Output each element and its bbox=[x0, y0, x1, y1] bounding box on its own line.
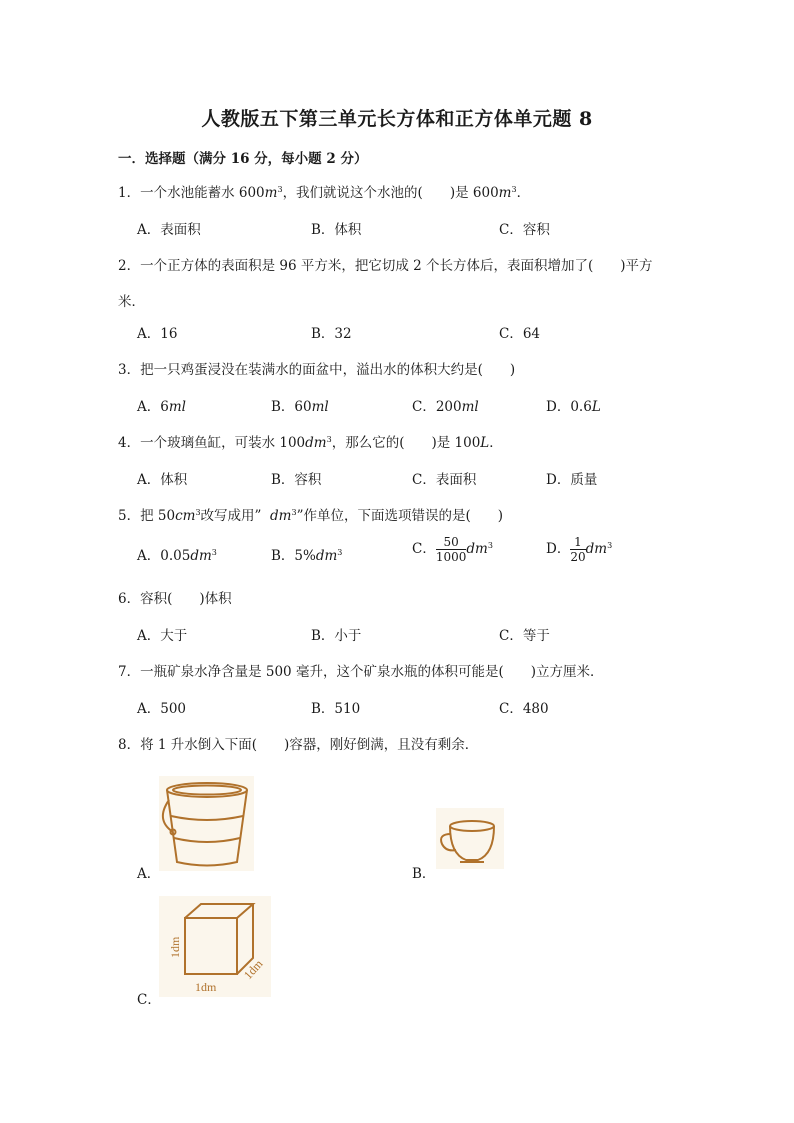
q7-option-c[interactable]: C．480 bbox=[499, 701, 549, 717]
q7-option-a[interactable]: A．500 bbox=[137, 701, 187, 717]
cube-label-depth: 1dm bbox=[240, 956, 266, 983]
q8-option-b[interactable]: B． bbox=[412, 866, 436, 882]
fraction: $\frac{50}{1000}$ bbox=[435, 535, 467, 564]
question-1: 1．一个水池能蓄水 $600m^3$，我们就说这个水池的( )是 $600m^3$． bbox=[118, 185, 531, 201]
q3-option-c[interactable]: C．200ml bbox=[412, 399, 479, 415]
page-title: 人教版五下第三单元长方体和正方体单元题 8 bbox=[201, 108, 593, 130]
cup-icon[interactable] bbox=[436, 808, 504, 869]
q4-option-a[interactable]: A．体积 bbox=[137, 472, 188, 488]
question-8: 8．将 1 升水倒入下面( )容器，刚好倒满，且没有剩余． bbox=[118, 737, 479, 753]
bucket-icon[interactable] bbox=[159, 776, 254, 871]
question-2-line2: 米． bbox=[118, 294, 145, 310]
q5-option-b[interactable]: B．$5\%dm^3$ bbox=[271, 548, 343, 564]
cube-label-height: 1dm bbox=[168, 936, 182, 958]
q5-option-c[interactable]: C． $\frac{50}{1000}$ $dm^3$ bbox=[412, 535, 493, 564]
question-4: 4．一个玻璃鱼缸，可装水 $100dm^3$，那么它的( )是 100L． bbox=[118, 435, 503, 451]
cube-icon[interactable] bbox=[159, 896, 271, 997]
cube-label-width: 1dm bbox=[195, 980, 217, 994]
question-5: 5．把 $50cm^3$改写成用” $dm^3$”作单位，下面选项错误的是( ) bbox=[118, 508, 504, 524]
q2-option-a[interactable]: A．16 bbox=[137, 326, 178, 342]
q8-option-c[interactable]: C． bbox=[137, 992, 161, 1008]
q1-option-c[interactable]: C．容积 bbox=[499, 222, 550, 238]
q8-option-a[interactable]: A． bbox=[137, 866, 161, 882]
q6-option-b[interactable]: B．小于 bbox=[311, 628, 362, 644]
question-2-line1: 2．一个正方体的表面积是 96 平方米，把它切成 2 个长方体后，表面积增加了( )平方 bbox=[118, 258, 653, 274]
q1-option-b[interactable]: B．体积 bbox=[311, 222, 362, 238]
q7-option-b[interactable]: B．510 bbox=[311, 701, 361, 717]
q5-option-a[interactable]: A．$0.05dm^3$ bbox=[137, 548, 217, 564]
question-6: 6．容积( )体积 bbox=[118, 591, 232, 607]
q6-option-a[interactable]: A．大于 bbox=[137, 628, 188, 644]
q4-option-b[interactable]: B．容积 bbox=[271, 472, 322, 488]
q3-option-b[interactable]: B．60ml bbox=[271, 399, 329, 415]
q6-option-c[interactable]: C．等于 bbox=[499, 628, 550, 644]
question-7: 7．一瓶矿泉水净含量是 500 毫升，这个矿泉水瓶的体积可能是( )立方厘米． bbox=[118, 664, 604, 680]
q3-option-d[interactable]: D．0.6L bbox=[546, 399, 601, 415]
q2-option-c[interactable]: C．64 bbox=[499, 326, 541, 342]
q2-option-b[interactable]: B．32 bbox=[311, 326, 352, 342]
q4-option-c[interactable]: C．表面积 bbox=[412, 472, 477, 488]
q3-option-a[interactable]: A．6ml bbox=[137, 399, 186, 415]
q4-option-d[interactable]: D．质量 bbox=[546, 472, 598, 488]
q5-option-d[interactable]: D． $\frac{1}{20}$ $dm^3$ bbox=[546, 535, 613, 564]
fraction: $\frac{1}{20}$ bbox=[570, 535, 586, 564]
section-heading: 一．选择题（满分 16 分，每小题 2 分） bbox=[118, 151, 368, 167]
q1-option-a[interactable]: A．表面积 bbox=[137, 222, 201, 238]
question-3: 3．把一只鸡蛋浸没在装满水的面盆中，溢出水的体积大约是( ) bbox=[118, 362, 516, 378]
